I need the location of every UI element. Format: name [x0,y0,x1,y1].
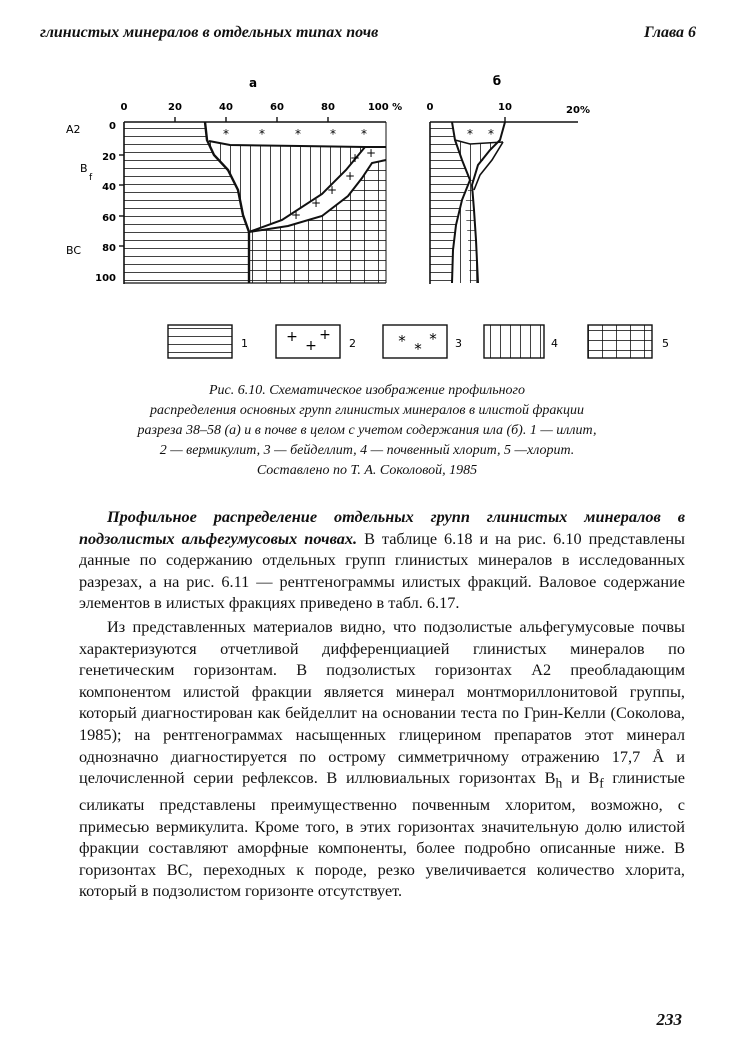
horizon-a2: A2 [66,123,81,136]
paragraph-text: глинистые силикаты представлены преимущественно почвенным хлоритом, возможно, с примесью вермикулита. Кроме того, в этих горизонтах значительную долю илистой фракции составляют аморфные компоненты, более подробно описанные ниже. В горизонтах ВС, переходных к породе, резко увеличивается количество хлорита, который в подзолистом горизонте отсутствует. [79,768,685,901]
horizon-bc: BC [66,244,82,257]
paragraph-text: и B [562,768,600,788]
paragraph-text: Из представленных материалов видно, что подзолистые альфегумусовые почвы характеризуются отчетливой дифференциацией глинистых минералов по генетическим горизонтам. В подзолистых горизонтах А2 преобладающим компонентом илистой фракции является минерал монтмориллонитовой группы, который диагностирован как бейделлит на основании теста по Грин-Келли (Соколова, 1985); на рентгенограммах насыщенных глицерином препаратов этот минерал однозначно диагностируется по острому симметричному отражению 17,7 Å и целочисленной серии рефлексов. В иллювиальных горизонтах B [79,616,685,788]
subscript: h [555,775,563,791]
x-tick-a: 20 [168,102,182,113]
x-axis-b [427,102,590,116]
svg-text:+: + [310,196,322,210]
x-tick-b: 0 [426,102,434,113]
svg-text:+: + [365,146,377,160]
legend-swatch-soil-chlorite [484,325,544,358]
svg-text:+: + [286,329,298,345]
figure-caption [40,381,694,481]
svg-text:+: + [349,151,361,165]
svg-text:*: * [429,330,437,348]
paragraph-text: В таблице 6.18 и на рис. 6.10 представлены данные по содержанию отдельных групп глинистых минералов в исследованных разрезах, а на рис. 6.11 — рентгенограммы илистых фракций. Валовое содержание элементов в илистых фракциях приведено в табл. 6.17. [79,528,685,613]
x-tick-b: 10 [498,102,512,113]
svg-text:*: * [295,127,301,141]
subscript: f [599,775,604,791]
soil-profile-figure [0,0,734,380]
depth-tick: 60 [102,213,116,224]
depth-tick: 80 [102,243,116,254]
panel-a-plot [119,117,386,284]
svg-text:*: * [259,127,265,141]
panel-a-label: а [248,76,258,90]
svg-text:+: + [326,183,338,197]
svg-text:+: + [290,208,302,222]
x-axis-a [121,102,403,113]
page-number: 233 [656,1010,682,1029]
caption-line: Рис. 6.10. Схематическое изображение профильного [208,383,526,398]
x-tick-a: 60 [270,102,284,113]
legend-label: 4 [551,337,558,350]
horizon-bf: B [80,162,88,175]
depth-tick: 0 [109,121,116,132]
svg-text:*: * [398,332,406,350]
legend-label: 5 [662,337,669,350]
depth-tick: 100 [95,273,116,284]
caption-line: 2 — вермикулит, 3 — бейделлит, 4 — почвенный хлорит, 5 —хлорит. [159,443,575,458]
body-text [79,506,685,902]
caption-line: разреза 38–58 (а) и в почве в целом с учетом содержания ила (б). 1 — иллит, [137,423,597,438]
x-tick-a: 100 % [367,102,403,113]
svg-text:*: * [414,340,422,358]
x-tick-b: 20% [566,105,590,116]
legend [168,325,669,358]
svg-text:*: * [223,127,229,141]
legend-swatch-illite [168,325,232,358]
running-header-right: Глава 6 [643,24,696,41]
depth-axis [95,121,116,284]
svg-text:*: * [361,127,367,141]
legend-label: 3 [455,337,462,350]
panel-b-plot [430,117,578,284]
x-tick-a: 80 [321,102,335,113]
section-title: Профильное распределение отдельных групп глинистых минералов в подзолистых альфегумусовых почвах. [79,507,685,548]
legend-label: 2 [349,337,356,350]
paragraph-2 [79,616,685,902]
paragraph-1 [79,506,685,614]
depth-tick: 20 [102,152,116,163]
svg-text:+: + [344,169,356,183]
svg-text:*: * [330,127,336,141]
legend-label: 1 [241,337,248,350]
svg-text:+: + [319,327,331,343]
panel-b-label: б [492,74,502,88]
caption-line: Составлено по Т. А. Соколовой, 1985 [256,463,478,478]
legend-swatch-chlorite [588,325,652,358]
x-tick-a: 40 [219,102,233,113]
horizon-bf-sub: f [89,173,93,183]
running-header-left: глинистых минералов в отдельных типах почв [40,24,379,41]
svg-text:*: * [467,127,473,141]
svg-text:+: + [305,338,317,354]
svg-text:*: * [488,127,494,141]
depth-tick: 40 [102,182,116,193]
caption-line: распределения основных групп глинистых минералов в илистой фракции [150,403,584,418]
x-tick-a: 0 [120,102,128,113]
horizon-labels [66,123,93,257]
